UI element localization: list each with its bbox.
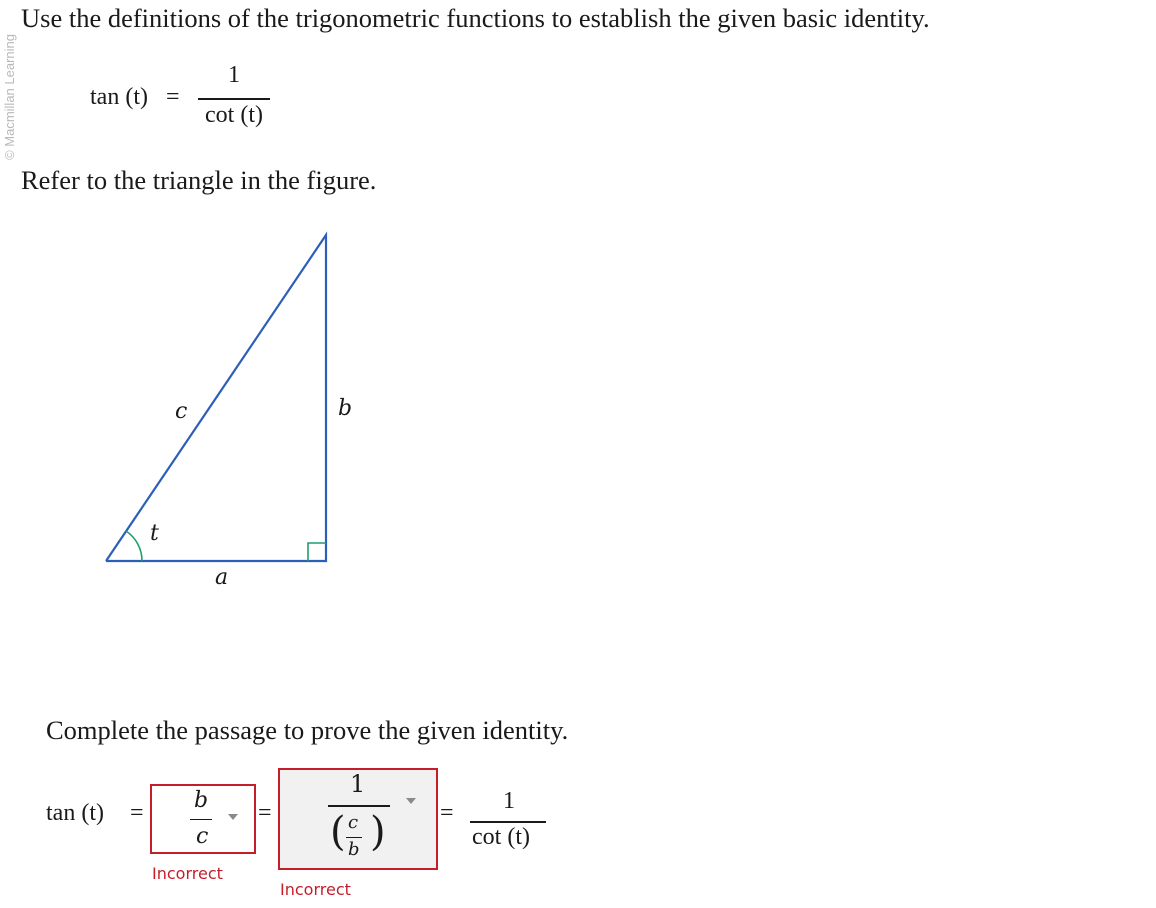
identity-lhs: tan (t)	[90, 84, 148, 110]
identity-equals: =	[166, 84, 180, 110]
label-b: b	[338, 396, 353, 421]
label-c: c	[175, 399, 188, 424]
answer-dropdown-2[interactable]	[278, 768, 438, 870]
answer-dropdown-1[interactable]	[150, 784, 256, 854]
feedback-incorrect-1: Incorrect	[152, 864, 223, 883]
proof-row	[0, 760, 1156, 908]
fraction-bar	[198, 98, 270, 100]
identity-denominator: cot (t)	[205, 102, 263, 128]
refer-text: Refer to the triangle in the figure.	[21, 165, 377, 195]
right-angle-marker	[308, 543, 326, 561]
equals-sign: =	[440, 800, 454, 826]
copyright-watermark: © Macmillan Learning	[2, 34, 17, 160]
fraction-bar	[190, 819, 212, 820]
equals-sign: =	[258, 800, 272, 826]
label-t: t	[150, 521, 159, 546]
fraction-bar	[470, 821, 546, 823]
identity-numerator: 1	[228, 62, 240, 88]
feedback-incorrect-2: Incorrect	[280, 880, 351, 899]
label-a: a	[215, 565, 229, 590]
right-paren: )	[370, 809, 386, 855]
rhs-denominator: cot (t)	[472, 824, 530, 850]
identity-equation	[90, 62, 290, 134]
dropdown-1-denominator: c	[196, 824, 209, 849]
right-triangle-figure	[90, 225, 390, 595]
complete-prompt: Complete the passage to prove the given identity.	[46, 715, 569, 745]
dropdown-2-inner-denominator: b	[348, 839, 360, 860]
equals-sign: =	[130, 800, 144, 826]
proof-lhs: tan (t)	[46, 800, 104, 826]
chevron-down-icon	[228, 814, 238, 820]
instruction-text: Use the definitions of the trigonometric functions to establish the given basic identity.	[21, 3, 930, 33]
left-paren: (	[330, 809, 346, 855]
fraction-bar	[328, 805, 390, 807]
dropdown-1-numerator: b	[194, 788, 209, 813]
rhs-numerator: 1	[503, 788, 515, 814]
angle-arc	[126, 531, 142, 561]
triangle-outline	[106, 235, 326, 561]
dropdown-2-inner-numerator: c	[348, 812, 359, 833]
dropdown-2-numerator: 1	[350, 770, 366, 798]
chevron-down-icon	[406, 798, 416, 804]
